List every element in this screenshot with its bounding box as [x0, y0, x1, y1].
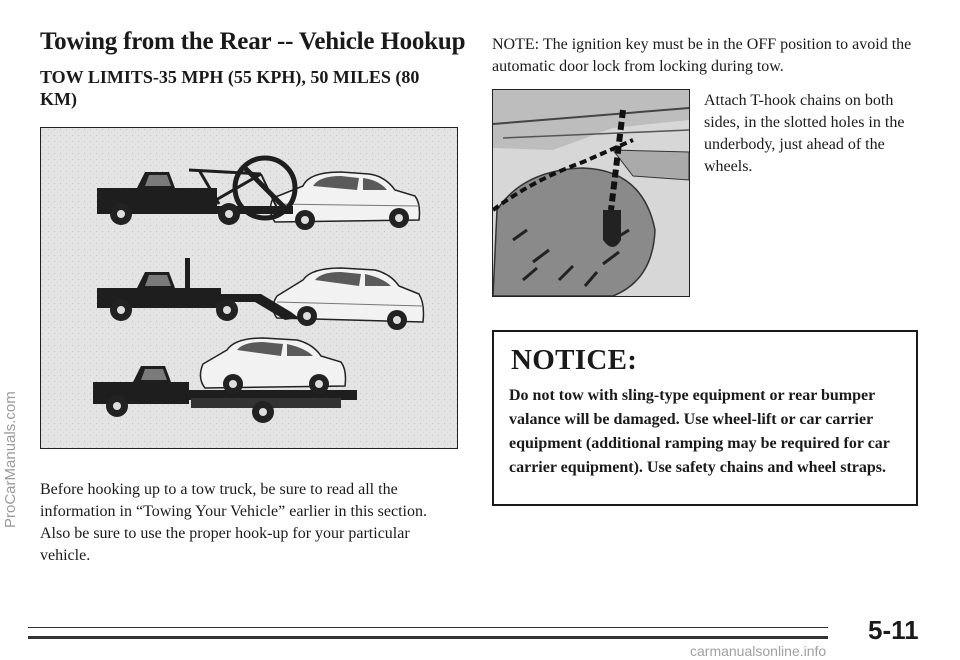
footer-rule-thin — [28, 627, 828, 628]
footer-rule-thick — [28, 636, 828, 639]
t-hook-instructions: Attach T-hook chains on both sides, in the slotted holes in the underbody, just ahead of the wheels. — [704, 92, 905, 175]
page-number: 5-11 — [868, 615, 919, 645]
side-watermark: ProCarManuals.com — [2, 391, 19, 528]
notice-box — [492, 330, 918, 506]
tow-limits-subheading: TOW LIMITS-35 MPH (55 KPH), 50 MILES (80 KM) — [40, 67, 420, 109]
notice-title: NOTICE: — [511, 344, 638, 376]
footer-watermark: carmanualsonline.info — [690, 643, 827, 659]
notice-text: Do not tow with sling-type equipment or rear bumper valance will be damaged. Use wheel-lift or car carrier equipment (additional ramping may be required for car carrier equipment). Use safety chains and wheel straps. — [509, 387, 890, 476]
ignition-note: NOTE: The ignition key must be in the OFF position to avoid the automatic door lock from locking during tow. — [492, 36, 912, 75]
towing-methods-illustration — [40, 127, 458, 449]
page-heading: Towing from the Rear -- Vehicle Hookup — [40, 28, 466, 55]
t-hook-chain-illustration — [492, 89, 690, 297]
hookup-intro-paragraph: Before hooking up to a tow truck, be sure to read all the information in “Towing Your Vehicle” earlier in this section. Also be sure to use the proper hook-up for your particular vehicle. — [40, 481, 427, 564]
